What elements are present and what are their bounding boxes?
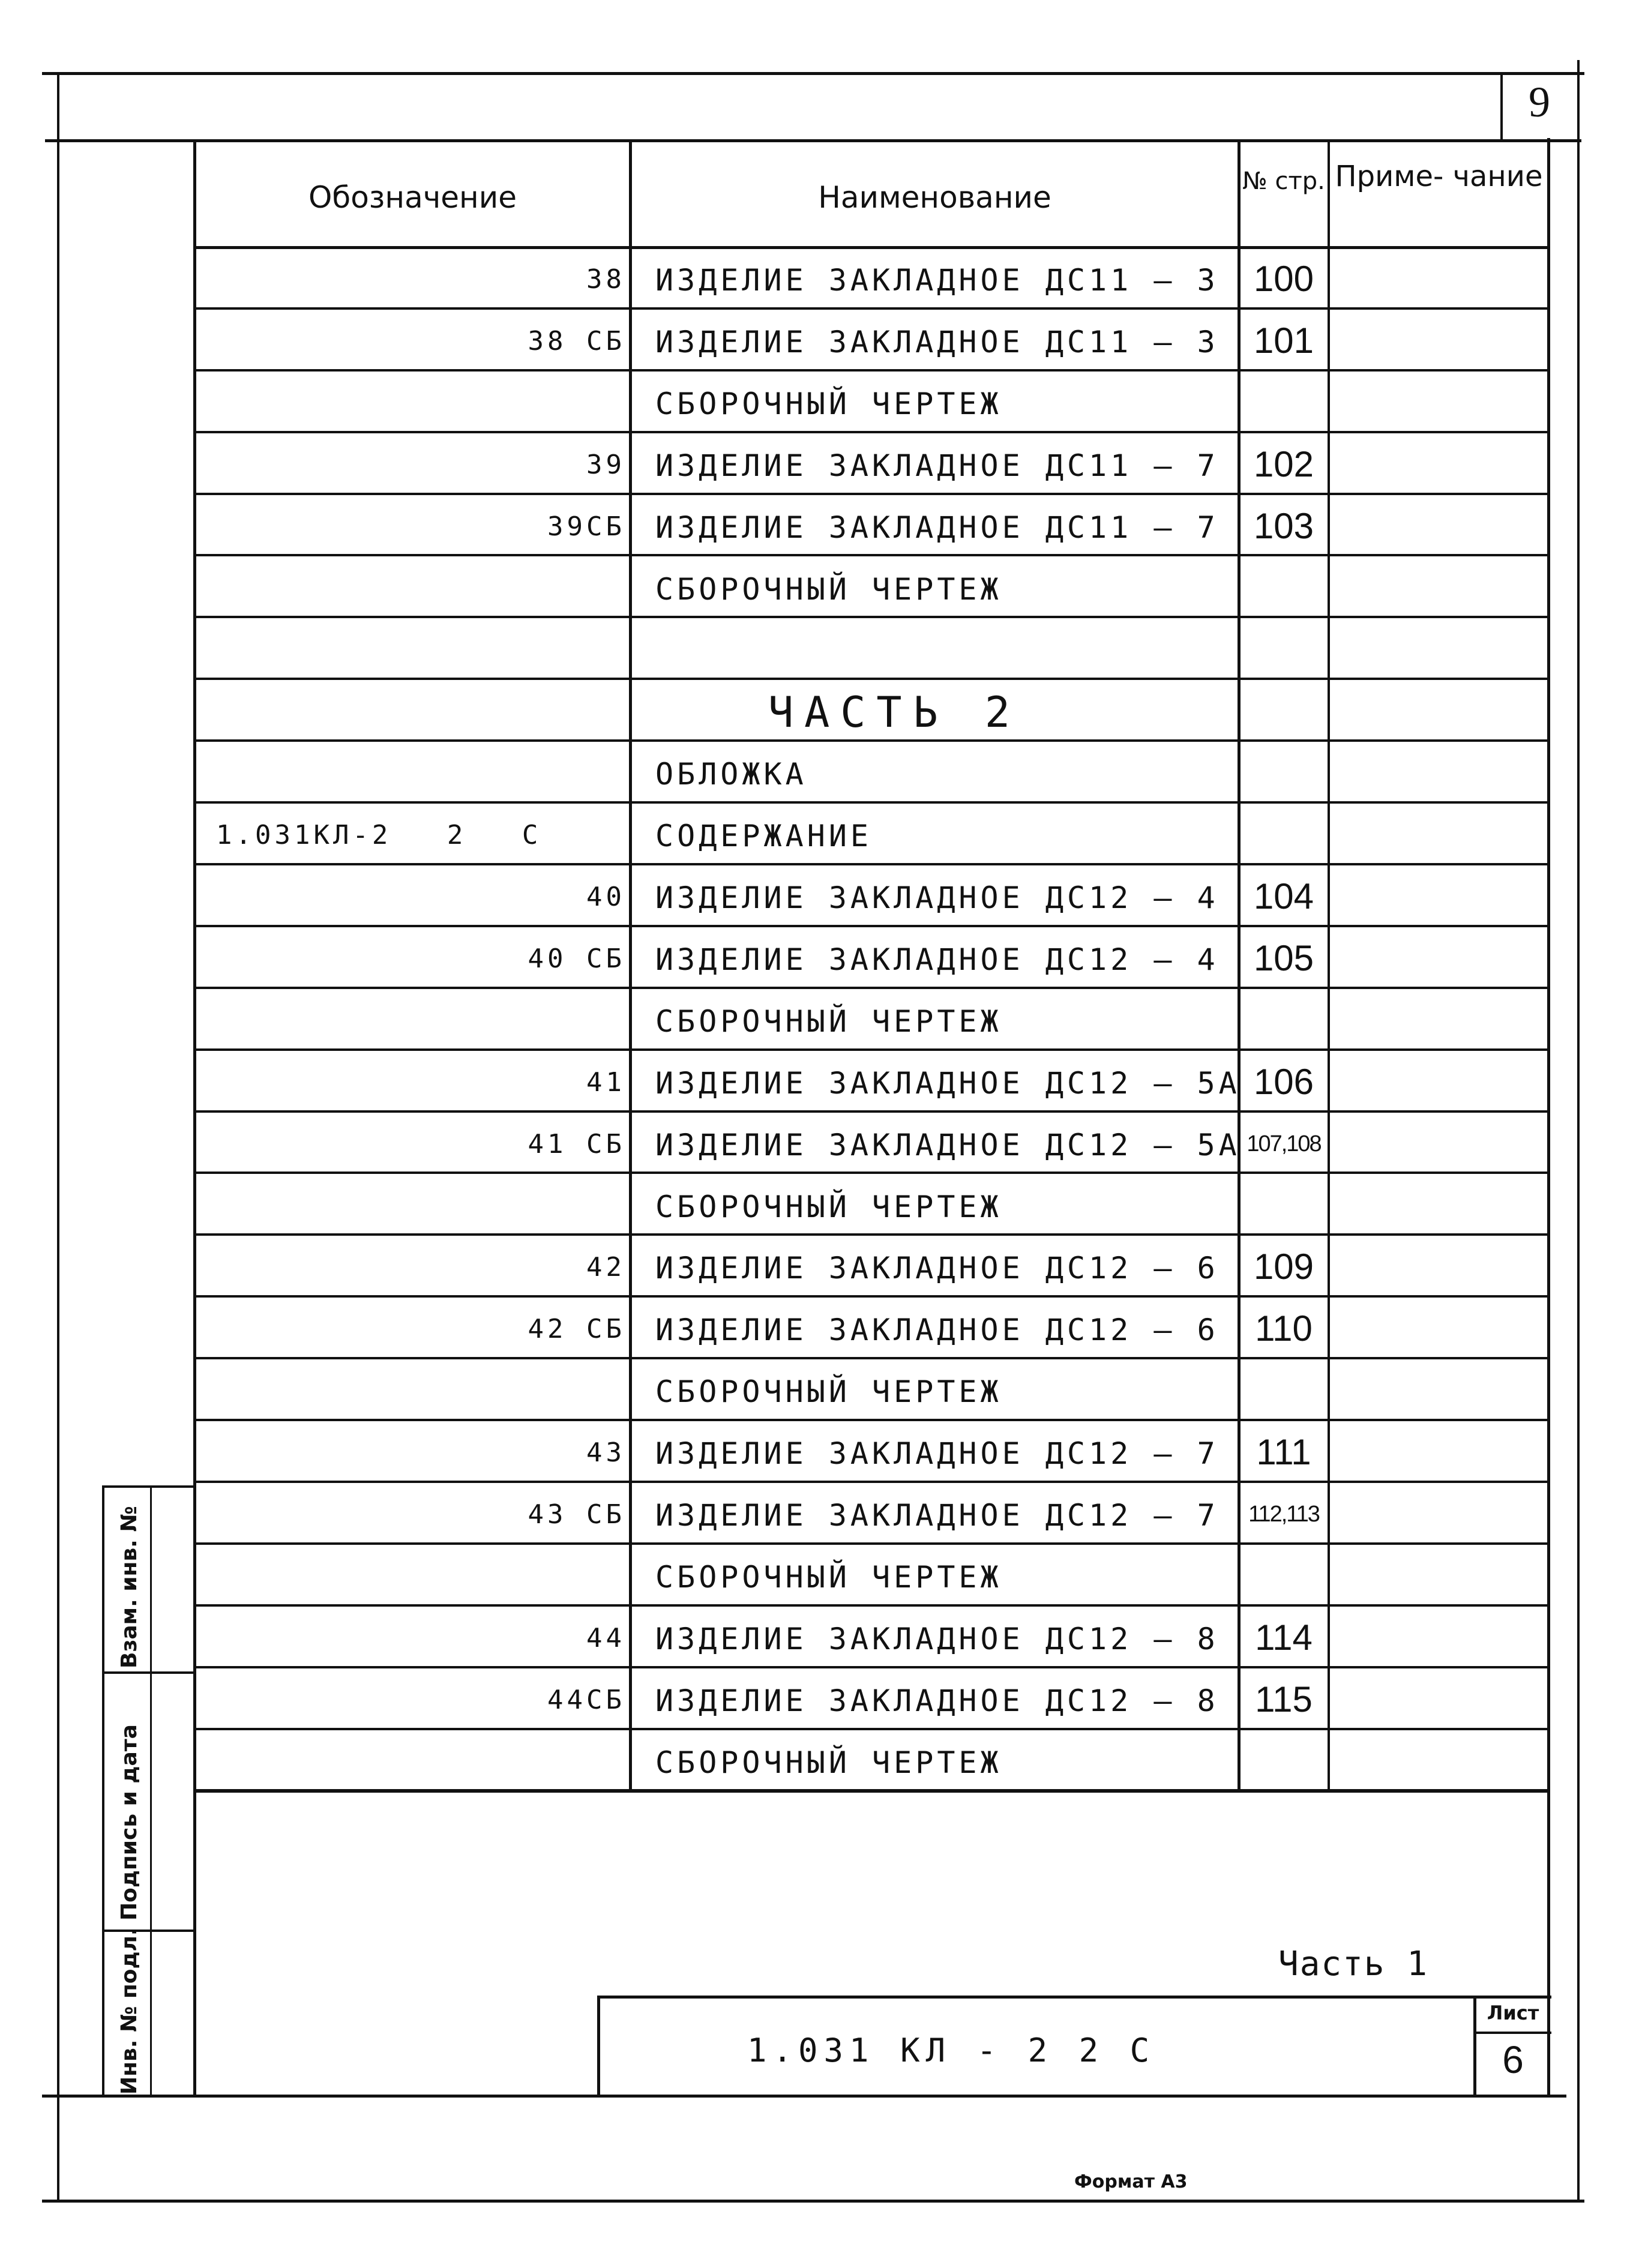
table-row	[0, 371, 1630, 433]
row-page: 102	[1253, 444, 1314, 484]
table-row	[0, 927, 1630, 988]
row-name: СБОРОЧНЫЙ ЧЕРТЕЖ	[655, 386, 1002, 421]
row-name: СБОРОЧНЫЙ ЧЕРТЕЖ	[655, 1189, 1002, 1224]
row-page: 107,108	[1247, 1131, 1321, 1157]
frame-top-line	[42, 72, 1584, 75]
row-designation: 43	[586, 1437, 625, 1469]
row-name: ИЗДЕЛИЕ ЗАКЛАДНОЕ ДС12 – 6	[655, 1251, 1219, 1286]
table-row	[0, 679, 1630, 741]
table-row	[0, 1730, 1630, 1791]
row-page: 101	[1253, 320, 1314, 361]
row-name: ИЗДЕЛИЕ ЗАКЛАДНОЕ ДС12 – 4	[655, 942, 1219, 977]
sheet-number: 6	[1502, 2038, 1524, 2081]
table-row	[0, 1112, 1630, 1174]
row-page: 109	[1253, 1247, 1314, 1287]
row-designation: 44	[586, 1622, 625, 1653]
row-page: 114	[1255, 1617, 1313, 1658]
table-row	[0, 988, 1630, 1050]
title-block-top-line	[597, 1996, 1551, 1999]
row-page: 110	[1255, 1308, 1313, 1349]
row-name: СБОРОЧНЫЙ ЧЕРТЕЖ	[655, 1374, 1002, 1410]
row-designation: 40	[586, 882, 625, 912]
row-page: 100	[1253, 259, 1314, 299]
row-name: ИЗДЕЛИЕ ЗАКЛАДНОЕ ДС12 – 4	[655, 880, 1219, 915]
row-designation: 43 СБ	[528, 1499, 625, 1530]
table-row	[0, 741, 1630, 803]
row-name: ИЗДЕЛИЕ ЗАКЛАДНОЕ ДС11 – 7	[655, 510, 1219, 545]
side-stamp-divider-3	[102, 1930, 195, 1932]
row-designation: 41	[586, 1066, 625, 1098]
row-name: ИЗДЕЛИЕ ЗАКЛАДНОЕ ДС12 – 6	[655, 1313, 1219, 1348]
table-row	[0, 1544, 1630, 1606]
row-designation: 39СБ	[547, 511, 625, 542]
sheet-box-mid-line	[1473, 2032, 1551, 2034]
table-row	[0, 556, 1630, 618]
row-name: СБОРОЧНЫЙ ЧЕРТЕЖ	[655, 1559, 1002, 1595]
format-label: Формат А3	[1074, 2171, 1188, 2192]
table-row	[0, 1174, 1630, 1236]
row-name: ИЗДЕЛИЕ ЗАКЛАДНОЕ ДС12 – 7	[655, 1498, 1219, 1533]
row-page: 103	[1253, 505, 1314, 546]
header-note: Приме- чание	[1335, 160, 1543, 193]
side-stamp-divider-2	[102, 1671, 195, 1674]
table-row	[0, 618, 1630, 679]
header-designation: Обозначение	[308, 180, 517, 215]
row-designation: 40 СБ	[528, 943, 625, 974]
row-name: ИЗДЕЛИЕ ЗАКЛАДНОЕ ДС11 – 3	[655, 263, 1219, 298]
side-stamp-left-line	[102, 1485, 104, 2098]
row-name: ИЗДЕЛИЕ ЗАКЛАДНОЕ ДС12 – 8	[655, 1621, 1219, 1656]
row-name: ЧАСТЬ 2	[768, 688, 1021, 738]
table-row	[0, 1297, 1630, 1359]
row-designation: 1.031КЛ-2 2 С	[216, 820, 542, 851]
table-row	[0, 1050, 1630, 1112]
row-name: СБОРОЧНЫЙ ЧЕРТЕЖ	[655, 571, 1002, 607]
table-row	[0, 1235, 1630, 1297]
row-name: ИЗДЕЛИЕ ЗАКЛАДНОЕ ДС11 – 3	[655, 324, 1219, 359]
header-name: Наименование	[818, 180, 1051, 215]
frame-outer-bottom-line	[42, 2200, 1584, 2203]
row-name: СБОРОЧНЫЙ ЧЕРТЕЖ	[655, 1745, 1002, 1780]
row-page: 115	[1255, 1679, 1313, 1719]
table-row	[0, 1668, 1630, 1730]
row-designation: 42	[586, 1252, 625, 1283]
row-name: ИЗДЕЛИЕ ЗАКЛАДНОЕ ДС12 – 7	[655, 1436, 1219, 1472]
row-page: 104	[1253, 876, 1314, 916]
row-designation: 39	[586, 449, 625, 480]
table-row	[0, 1606, 1630, 1668]
frame-bottom-line	[42, 2095, 1566, 2098]
table-row	[0, 433, 1630, 495]
stamp-inv-podl: Инв. № подл.	[117, 1927, 142, 2095]
table-row	[0, 495, 1630, 556]
row-designation: 38	[586, 264, 625, 295]
frame-header-line	[45, 139, 1581, 142]
top-page-number: 9	[1529, 78, 1550, 126]
sheet-box-left-line	[1473, 1996, 1476, 2098]
row-designation: 38 СБ	[528, 325, 625, 356]
side-stamp-divider-1	[102, 1485, 195, 1488]
row-name: СОДЕРЖАНИЕ	[655, 819, 873, 854]
row-page: 105	[1253, 937, 1314, 978]
row-divider	[193, 1789, 1550, 1791]
table-row	[0, 247, 1630, 309]
row-name: ИЗДЕЛИЕ ЗАКЛАДНОЕ ДС12 – 8	[655, 1683, 1219, 1718]
header-page: № стр.	[1242, 167, 1325, 195]
table-row	[0, 865, 1630, 927]
table-row	[0, 1359, 1630, 1421]
stamp-podpis-data: Подпись и дата	[117, 1724, 142, 1921]
table-row	[0, 1482, 1630, 1544]
stamp-vzam-inv: Взам. инв. №	[117, 1506, 142, 1668]
row-name: ОБЛОЖКА	[655, 757, 807, 792]
row-page: 106	[1253, 1061, 1314, 1102]
title-designation: 1.031 КЛ - 2 2 С	[747, 2032, 1156, 2069]
row-name: ИЗДЕЛИЕ ЗАКЛАДНОЕ ДС12 – 5А	[655, 1065, 1241, 1101]
row-name: СБОРОЧНЫЙ ЧЕРТЕЖ	[655, 1003, 1002, 1039]
side-stamp-inner-line	[150, 1485, 152, 2098]
row-name: ИЗДЕЛИЕ ЗАКЛАДНОЕ ДС11 – 7	[655, 448, 1219, 483]
table-row	[0, 803, 1630, 865]
row-page: 112,113	[1248, 1502, 1319, 1527]
part-label: Часть 1	[1278, 1945, 1429, 1984]
row-designation: 44СБ	[547, 1684, 625, 1715]
row-name: ИЗДЕЛИЕ ЗАКЛАДНОЕ ДС12 – 5А	[655, 1127, 1241, 1163]
row-page: 111	[1256, 1432, 1311, 1473]
table-row	[0, 309, 1630, 371]
row-designation: 41 СБ	[528, 1128, 625, 1160]
page-number-box-left	[1500, 72, 1503, 141]
title-block-left-line	[597, 1996, 600, 2098]
table-row	[0, 1421, 1630, 1482]
row-designation: 42 СБ	[528, 1314, 625, 1345]
sheet-label: Лист	[1487, 2002, 1539, 2024]
